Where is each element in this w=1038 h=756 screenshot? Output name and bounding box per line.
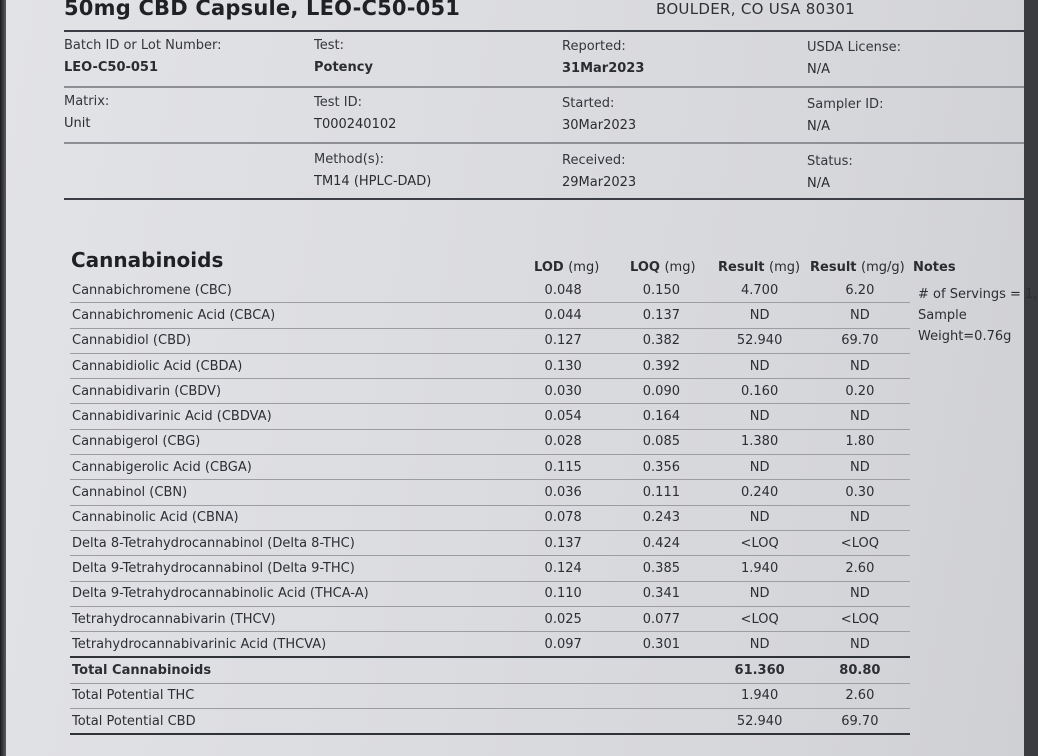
result-mgg-value: ND — [810, 455, 910, 480]
analyte-name: Cannabigerolic Acid (CBGA) — [70, 455, 513, 480]
loq-value: 0.150 — [613, 278, 709, 303]
lod-value: 0.124 — [513, 556, 613, 581]
analyte-name: Cannabichromenic Acid (CBCA) — [70, 303, 513, 328]
result-mgg-value: 6.20 — [810, 278, 910, 303]
result-mgg-value: <LOQ — [810, 530, 910, 555]
lod-value: 0.137 — [513, 530, 613, 555]
loq-value: 0.356 — [613, 455, 709, 480]
reported-label: Reported: — [562, 39, 626, 54]
total-row — [70, 657, 910, 683]
lod-value: 0.097 — [513, 632, 613, 658]
loq-value: 0.243 — [613, 505, 709, 530]
started-value: 30Mar2023 — [562, 118, 637, 133]
analyte-name: Tetrahydrocannabivarin (THCV) — [70, 606, 513, 631]
loq-value: 0.090 — [613, 379, 709, 404]
loq-value: 0.077 — [613, 606, 709, 631]
result-mg-value: ND — [710, 505, 810, 530]
empty-cell — [513, 709, 613, 735]
batch-id-label: Batch ID or Lot Number: — [64, 38, 222, 53]
loq-value: 0.382 — [613, 328, 709, 353]
total-name: Total Potential THC — [70, 683, 513, 708]
loq-value: 0.341 — [613, 581, 709, 606]
lod-value: 0.025 — [513, 606, 613, 631]
table-row — [70, 328, 910, 353]
analyte-name: Tetrahydrocannabivarinic Acid (THCVA) — [70, 632, 513, 658]
result-mg-value: <LOQ — [710, 530, 810, 555]
test-id-value: T000240102 — [314, 117, 397, 132]
total-mgg-value: 69.70 — [810, 709, 910, 735]
lod-value: 0.078 — [513, 505, 613, 530]
reported-value: 31Mar2023 — [562, 61, 645, 76]
table-row — [70, 632, 910, 658]
result-mgg-value: 1.80 — [810, 429, 910, 454]
result-mgg-value: ND — [810, 303, 910, 328]
lab-address: BOULDER, CO USA 80301 — [656, 0, 856, 18]
test-label: Test: — [314, 38, 344, 53]
table-row — [70, 505, 910, 530]
sampler-id-value: N/A — [807, 119, 830, 134]
empty-cell — [613, 683, 709, 708]
analyte-name: Cannabidivarinic Acid (CBDVA) — [70, 404, 513, 429]
table-row — [70, 530, 910, 555]
result-mg-value: ND — [710, 632, 810, 658]
result-mgg-column-header: Result (mg/g) — [810, 260, 905, 275]
certificate-page — [6, 0, 1038, 756]
document-title: 50mg CBD Capsule, LEO-C50-051 — [64, 0, 461, 20]
loq-value: 0.424 — [613, 530, 709, 555]
matrix-value: Unit — [64, 116, 91, 131]
matrix-label: Matrix: — [64, 94, 110, 109]
total-row — [70, 683, 910, 708]
notes-line: # of Servings = 1, — [918, 287, 1038, 302]
usda-license-value: N/A — [807, 62, 830, 77]
table-row — [70, 455, 910, 480]
total-name: Total Cannabinoids — [70, 657, 513, 683]
table-row — [70, 379, 910, 404]
lod-value: 0.115 — [513, 455, 613, 480]
result-mgg-value: 0.20 — [810, 379, 910, 404]
result-mg-value: ND — [710, 581, 810, 606]
analyte-name: Delta 9-Tetrahydrocannabinol (Delta 9-THC) — [70, 556, 513, 581]
methods-label: Method(s): — [314, 152, 385, 167]
result-mg-column-header: Result (mg) — [718, 260, 801, 275]
test-value: Potency — [314, 60, 373, 75]
received-label: Received: — [562, 153, 626, 168]
result-mg-value: 1.380 — [710, 429, 810, 454]
table-row — [70, 429, 910, 454]
total-mg-value: 1.940 — [710, 683, 810, 708]
started-label: Started: — [562, 96, 615, 111]
result-mg-value: 1.940 — [710, 556, 810, 581]
result-mgg-value: 0.30 — [810, 480, 910, 505]
loq-value: 0.085 — [613, 429, 709, 454]
loq-value: 0.385 — [613, 556, 709, 581]
batch-id-value: LEO-C50-051 — [64, 60, 159, 75]
lod-column-header: LOD (mg) — [534, 260, 600, 275]
analyte-name: Delta 9-Tetrahydrocannabinolic Acid (THCA-A) — [70, 581, 513, 606]
lod-value: 0.028 — [513, 429, 613, 454]
notes-column-header: Notes — [913, 260, 956, 275]
loq-value: 0.164 — [613, 404, 709, 429]
result-mgg-value: ND — [810, 581, 910, 606]
result-mg-value: ND — [710, 455, 810, 480]
analyte-name: Cannabichromene (CBC) — [70, 278, 513, 303]
lod-value: 0.054 — [513, 404, 613, 429]
empty-cell — [513, 657, 613, 683]
result-mg-value: 0.240 — [710, 480, 810, 505]
result-mg-value: ND — [710, 404, 810, 429]
table-row — [70, 556, 910, 581]
header-rule — [64, 30, 1024, 32]
table-row — [70, 353, 910, 378]
lod-value: 0.110 — [513, 581, 613, 606]
analyte-name: Cannabinol (CBN) — [70, 480, 513, 505]
notes-line: Sample — [918, 308, 967, 323]
result-mgg-value: <LOQ — [810, 606, 910, 631]
result-mg-value: ND — [710, 303, 810, 328]
result-mg-value: 0.160 — [710, 379, 810, 404]
analyte-name: Cannabidivarin (CBDV) — [70, 379, 513, 404]
loq-value: 0.111 — [613, 480, 709, 505]
usda-license-label: USDA License: — [807, 40, 901, 55]
loq-column-header: LOQ (mg) — [630, 260, 696, 275]
empty-cell — [613, 709, 709, 735]
cannabinoids-title: Cannabinoids — [71, 248, 224, 272]
result-mgg-value: ND — [810, 353, 910, 378]
result-mgg-value: ND — [810, 505, 910, 530]
lod-value: 0.048 — [513, 278, 613, 303]
analyte-name: Cannabidiol (CBD) — [70, 328, 513, 353]
lod-value: 0.036 — [513, 480, 613, 505]
notes-cell — [918, 284, 1038, 347]
table-row — [70, 278, 910, 303]
table-row — [70, 480, 910, 505]
total-mgg-value: 2.60 — [810, 683, 910, 708]
loq-value: 0.137 — [613, 303, 709, 328]
meta-divider-1 — [64, 86, 1024, 88]
status-label: Status: — [807, 154, 853, 169]
lod-value: 0.130 — [513, 353, 613, 378]
lod-value: 0.030 — [513, 379, 613, 404]
result-mgg-value: ND — [810, 632, 910, 658]
analyte-name: Cannabidiolic Acid (CBDA) — [70, 353, 513, 378]
result-mg-value: ND — [710, 353, 810, 378]
table-row — [70, 581, 910, 606]
loq-value: 0.392 — [613, 353, 709, 378]
analyte-name: Cannabinolic Acid (CBNA) — [70, 505, 513, 530]
total-mg-value: 52.940 — [710, 709, 810, 735]
received-value: 29Mar2023 — [562, 175, 637, 190]
lod-value: 0.044 — [513, 303, 613, 328]
cannabinoids-table — [70, 278, 910, 735]
test-id-label: Test ID: — [314, 95, 362, 110]
result-mgg-value: 69.70 — [810, 328, 910, 353]
result-mgg-value: 2.60 — [810, 556, 910, 581]
empty-cell — [613, 657, 709, 683]
meta-divider-2 — [64, 142, 1024, 144]
result-mg-value: 52.940 — [710, 328, 810, 353]
total-row — [70, 709, 910, 735]
table-row — [70, 404, 910, 429]
analyte-name: Cannabigerol (CBG) — [70, 429, 513, 454]
table-row — [70, 606, 910, 631]
result-mg-value: <LOQ — [710, 606, 810, 631]
notes-line: Weight=0.76g — [918, 329, 1012, 344]
sampler-id-label: Sampler ID: — [807, 97, 884, 112]
analyte-name: Delta 8-Tetrahydrocannabinol (Delta 8-THC) — [70, 530, 513, 555]
total-mg-value: 61.360 — [710, 657, 810, 683]
meta-bottom-rule — [64, 198, 1024, 200]
result-mg-value: 4.700 — [710, 278, 810, 303]
lod-value: 0.127 — [513, 328, 613, 353]
total-mgg-value: 80.80 — [810, 657, 910, 683]
total-name: Total Potential CBD — [70, 709, 513, 735]
loq-value: 0.301 — [613, 632, 709, 658]
result-mgg-value: ND — [810, 404, 910, 429]
empty-cell — [513, 683, 613, 708]
table-row — [70, 303, 910, 328]
methods-value: TM14 (HPLC-DAD) — [314, 174, 432, 189]
status-value: N/A — [807, 176, 830, 191]
